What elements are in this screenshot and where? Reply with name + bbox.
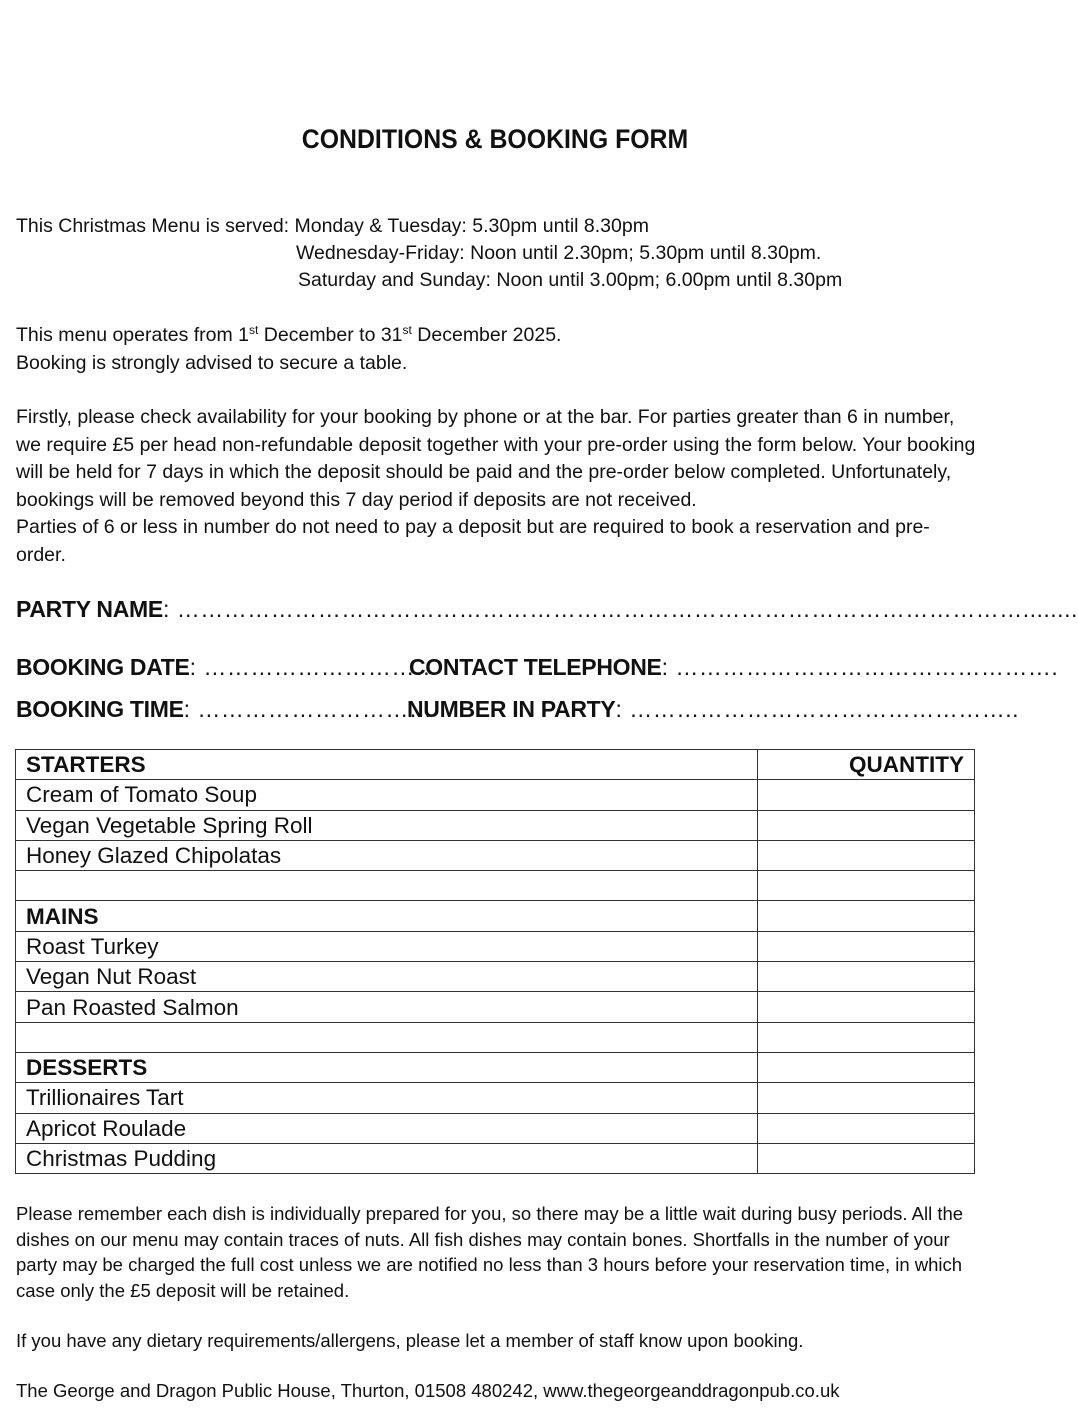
empty-cell	[16, 871, 758, 901]
preparation-notice: Please remember each dish is individually prepared for you, so there may be a little wait during busy periods. All the dishes on our menu may contain traces of nuts. All fish dishes may contain bones. Shortfalls in the number of your party may be charged the full cost unless we are notified no less than 3 hours before your reservation time, in which case only the £5 deposit will be retained.	[16, 1203, 964, 1301]
empty-cell	[758, 871, 975, 901]
table-row	[16, 901, 975, 931]
menu-item: Vegan Vegetable Spring Roll	[16, 810, 758, 840]
quantity-header: QUANTITY	[758, 750, 975, 780]
table-row	[16, 1083, 975, 1113]
booking-advice: Booking is strongly advised to secure a table.	[16, 351, 408, 374]
quantity-cell[interactable]	[758, 931, 975, 961]
small-party-condition: Parties of 6 or less in number do not need to pay a deposit but are required to book a reservation and pre-order.	[16, 516, 930, 566]
menu-item: Honey Glazed Chipolatas	[16, 840, 758, 870]
dietary-notice: If you have any dietary requirements/allergens, please let a member of staff know upon booking.	[16, 1330, 804, 1351]
schedule-weekday: Wednesday-Friday: Noon until 2.30pm; 5.30pm until 8.30pm.	[296, 242, 822, 264]
table-row-spacer	[16, 1022, 975, 1052]
empty-cell	[758, 901, 975, 931]
pre-order-table	[15, 749, 975, 1174]
desserts-header: DESSERTS	[16, 1052, 758, 1082]
menu-item: Trillionaires Tart	[16, 1083, 758, 1113]
quantity-cell[interactable]	[758, 1113, 975, 1143]
quantity-cell[interactable]	[758, 992, 975, 1022]
quantity-cell[interactable]	[758, 780, 975, 810]
table-row	[16, 1052, 975, 1082]
menu-item: Roast Turkey	[16, 931, 758, 961]
menu-item: Vegan Nut Roast	[16, 962, 758, 992]
empty-cell	[16, 1022, 758, 1052]
page-title: CONDITIONS & BOOKING FORM	[301, 124, 689, 154]
quantity-cell[interactable]	[758, 810, 975, 840]
party-name-field[interactable]: PARTY NAME: ………………………………………………………………………………………………........	[16, 596, 1078, 622]
booking-time-field[interactable]: BOOKING TIME: …………………………	[16, 696, 433, 722]
quantity-cell[interactable]	[758, 962, 975, 992]
quantity-cell[interactable]	[758, 1143, 975, 1173]
menu-item: Christmas Pudding	[16, 1143, 758, 1173]
table-row-spacer	[16, 871, 975, 901]
table-row	[16, 750, 975, 780]
table-row	[16, 931, 975, 961]
mains-header: MAINS	[16, 901, 758, 931]
table-row	[16, 840, 975, 870]
quantity-cell[interactable]	[758, 840, 975, 870]
table-row	[16, 992, 975, 1022]
table-row	[16, 962, 975, 992]
booking-conditions	[16, 404, 976, 569]
schedule-intro: This Christmas Menu is served: Monday & Tuesday: 5.30pm until 8.30pm	[16, 215, 649, 237]
empty-cell	[758, 1022, 975, 1052]
empty-cell	[758, 1052, 975, 1082]
table-row	[16, 780, 975, 810]
booking-date-field[interactable]: BOOKING DATE: …………………………	[16, 654, 439, 680]
table-row	[16, 1113, 975, 1143]
starters-header: STARTERS	[16, 750, 758, 780]
pub-contact-details: The George and Dragon Public House, Thurton, 01508 480242, www.thegeorgeanddragonpub.co.uk	[16, 1380, 840, 1401]
menu-item: Apricot Roulade	[16, 1113, 758, 1143]
contact-telephone-field[interactable]: CONTACT TELEPHONE: ………………………………………….	[409, 654, 1059, 680]
quantity-cell[interactable]	[758, 1083, 975, 1113]
deposit-condition: Firstly, please check availability for your booking by phone or at the bar. For parties greater than 6 in number, we require £5 per head non-refundable deposit together with your pre-order using the form below. Your booking will be held for 7 days in which the deposit should be paid and the pre-order below completed. Unfortunately, bookings will be removed beyond this 7 day period if deposits are not received.	[16, 406, 976, 511]
menu-item: Pan Roasted Salmon	[16, 992, 758, 1022]
menu-item: Cream of Tomato Soup	[16, 780, 758, 810]
table-row	[16, 810, 975, 840]
table-row	[16, 1143, 975, 1173]
number-in-party-field[interactable]: NUMBER IN PARTY: …………………………………………..	[407, 696, 1020, 722]
schedule-weekend: Saturday and Sunday: Noon until 3.00pm; 6.00pm until 8.30pm	[298, 269, 843, 291]
menu-dates: This menu operates from 1st December to 31st December 2025. Booking is strongly advised to secure a table.	[16, 323, 562, 374]
